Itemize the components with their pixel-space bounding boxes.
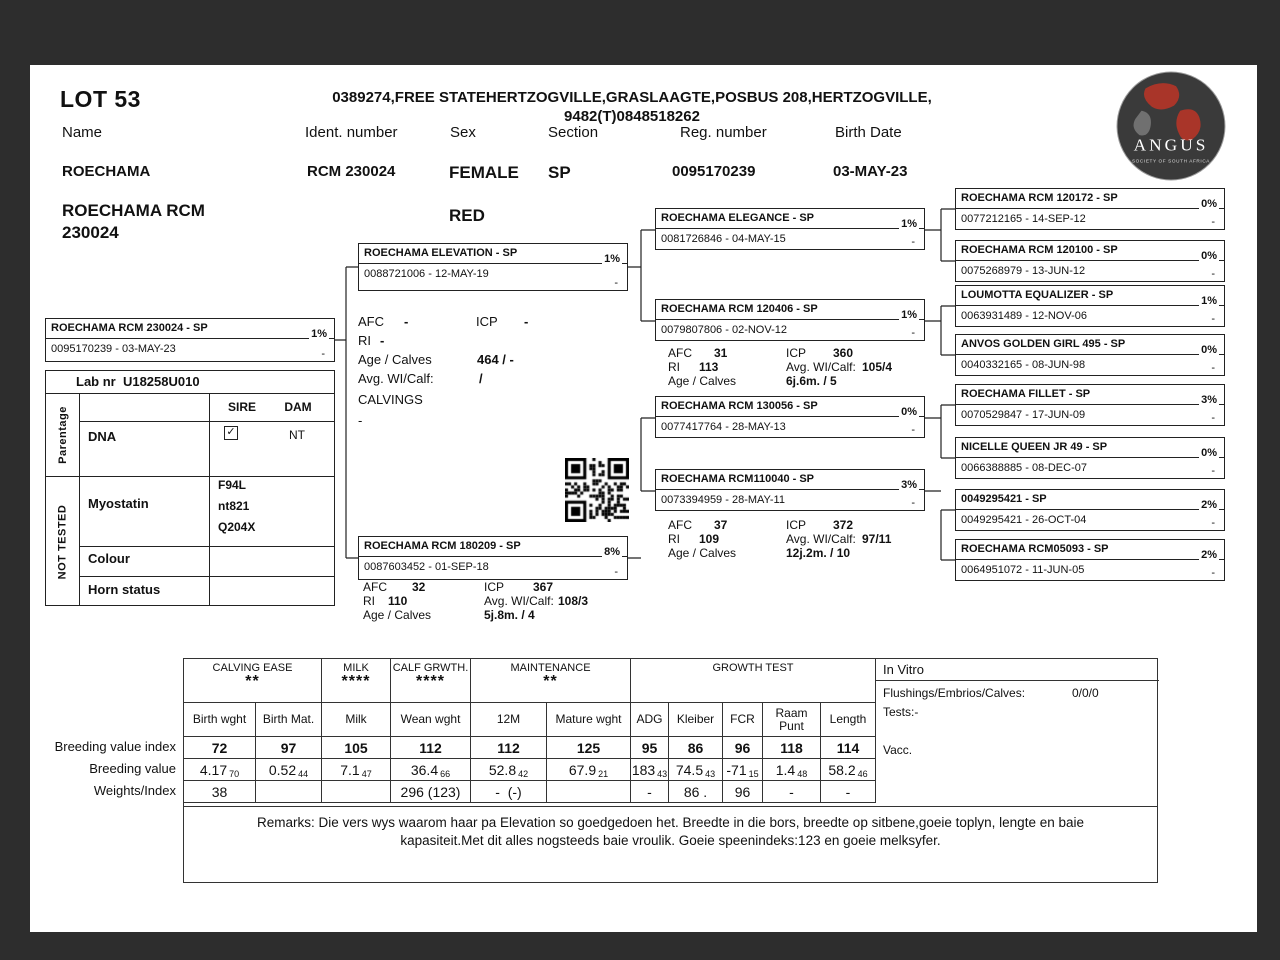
- icp-label: ICP: [786, 518, 807, 532]
- breeder-address: [282, 88, 982, 126]
- ggp-reg: 0066388885 - 08-DEC-07: [961, 462, 1087, 474]
- dash: -: [911, 236, 915, 248]
- inbreeding-percent: 1%: [901, 309, 917, 321]
- value-sex: FEMALE: [449, 163, 519, 182]
- dash: -: [911, 424, 915, 436]
- index-cell: 72: [184, 737, 256, 758]
- lab-box: [45, 370, 335, 606]
- myostatin-row-label: Myostatin: [88, 496, 149, 511]
- value-birth-date: 03-MAY-23: [833, 163, 908, 180]
- dash: -: [1211, 216, 1215, 228]
- value-cell: [256, 759, 322, 780]
- pedigree-box-dam: [358, 536, 628, 580]
- dash: -: [1211, 517, 1215, 529]
- age-calves-label: Age / Calves: [668, 546, 737, 560]
- weight-cell: -: [631, 781, 669, 802]
- inbreeding-percent: 2%: [1201, 549, 1217, 561]
- group-stars: ****: [341, 673, 371, 690]
- ebv: 0.52: [268, 761, 297, 778]
- age-calves-label: Age / Calves: [358, 352, 432, 367]
- group-calving-ease: [184, 659, 322, 702]
- animal-full-name: [62, 200, 205, 244]
- ggp-reg: 0070529847 - 17-JUN-09: [961, 409, 1086, 421]
- group-stars: **: [543, 673, 558, 690]
- avg-wi-label: Avg. WI/Calf:: [786, 532, 856, 546]
- col-birth-wght: Birth wght: [184, 703, 256, 736]
- ebv: 7.1: [340, 761, 360, 778]
- label-ident-number: Ident. number: [305, 124, 398, 141]
- accuracy: 44: [298, 768, 309, 779]
- group-label: GROWTH TEST: [712, 662, 794, 674]
- weight-cell: -: [763, 781, 821, 802]
- icp-value: -: [524, 314, 529, 329]
- calvings-value: -: [358, 413, 363, 428]
- index-cell: 96: [723, 737, 763, 758]
- index-cell: 118: [763, 737, 821, 758]
- remarks-line-2: kapasiteit.Met dit alles nogsteeds baie vroulik. Goeie speenindeks:123 en goeie melksyfer.: [400, 833, 941, 848]
- ri-value: 109: [699, 532, 720, 546]
- column-header-row: [184, 703, 876, 737]
- weight-cell: -: [821, 781, 876, 802]
- ebv: 67.9: [568, 761, 597, 778]
- pedigree-box-animal: [45, 318, 335, 362]
- dam-column-header: DAM: [284, 400, 312, 414]
- value-cell: [763, 759, 821, 780]
- accuracy: 42: [518, 768, 529, 779]
- group-maintenance: [471, 659, 631, 702]
- dash: -: [1211, 465, 1215, 477]
- value-cell: [471, 759, 547, 780]
- ri-label: RI: [363, 594, 375, 608]
- value-cell: [391, 759, 471, 780]
- dash: -: [1211, 268, 1215, 280]
- col-raam-punt: Raam Punt: [763, 703, 821, 736]
- sire-column-header: SIRE: [227, 400, 256, 414]
- ggp-name: NICELLE QUEEN JR 49 - SP: [956, 438, 1224, 458]
- dna-sire-checkbox: [224, 426, 238, 440]
- not-tested-text: NOT TESTED: [56, 504, 69, 579]
- divider: [79, 546, 334, 547]
- weight-cell: 86 .: [669, 781, 723, 802]
- afc-label: AFC: [363, 580, 387, 594]
- parentage-text: Parentage: [56, 405, 69, 464]
- checkmark-icon: ✓: [226, 426, 236, 438]
- pedigree-box-ggp8: [955, 539, 1225, 581]
- row-label-breeding-value-index: Breeding value index: [54, 739, 176, 754]
- divider: [79, 393, 80, 605]
- accuracy: 48: [797, 768, 808, 779]
- avg-wi-value: 108/3: [558, 594, 589, 608]
- icp-label: ICP: [484, 580, 505, 594]
- afc-value: 31: [714, 346, 728, 360]
- animal-box-reg: 0095170239 - 03-MAY-23: [51, 343, 176, 355]
- trait-group-row: [184, 659, 876, 703]
- ggp-reg: 0063931489 - 12-NOV-06: [961, 310, 1087, 322]
- myostatin-value-1: F94L: [218, 478, 247, 492]
- value-cell: [723, 759, 763, 780]
- value-reg-number: 0095170239: [672, 163, 756, 180]
- vacc-label: Vacc.: [883, 743, 913, 757]
- ggp-reg: 0064951072 - 11-JUN-05: [961, 564, 1085, 576]
- gp-name: ROECHAMA RCM 120406 - SP: [656, 300, 924, 320]
- address-line-2: 9482(T)0848518262: [564, 108, 700, 125]
- row-label-weights-index: Weights/Index: [93, 783, 176, 798]
- inbreeding-percent: 0%: [1201, 447, 1217, 459]
- ebv: 183: [631, 761, 656, 778]
- ggp-name: ROECHAMA RCM05093 - SP: [956, 540, 1224, 560]
- divider: [79, 576, 334, 577]
- ebv: -71: [726, 761, 747, 778]
- animal-name-line1: ROECHAMA RCM: [62, 201, 205, 220]
- afc-label: AFC: [358, 314, 384, 329]
- not-tested-vertical-label: [46, 476, 79, 607]
- ggp-name: ANVOS GOLDEN GIRL 495 - SP: [956, 335, 1224, 355]
- breeding-value-row: [184, 759, 876, 781]
- age-calves-label: Age / Calves: [363, 608, 432, 622]
- remarks-line-1: Remarks: Die vers wys waarom haar pa Elevation so goedgedoen het. Breedte in die bors, breedte op sitbene,goeie toplyn, lengte en baie: [256, 815, 1084, 830]
- ggp-name: ROECHAMA FILLET - SP: [956, 385, 1224, 405]
- in-vitro-title: In Vitro: [876, 659, 1159, 681]
- col-12m: 12M: [471, 703, 547, 736]
- accuracy: 47: [361, 768, 372, 779]
- dam-reg: 0087603452 - 01-SEP-18: [364, 561, 489, 573]
- weight-cell: 96: [723, 781, 763, 802]
- dash: -: [614, 566, 618, 578]
- animal-name-line2: 230024: [62, 223, 119, 242]
- dash: -: [321, 348, 325, 360]
- divider: [46, 393, 334, 394]
- group-stars: ****: [416, 673, 445, 690]
- ebv: 74.5: [675, 761, 704, 778]
- divider: [46, 476, 334, 477]
- dam-name: ROECHAMA RCM 180209 - SP: [359, 537, 627, 557]
- accuracy: 43: [705, 768, 716, 779]
- pedigree-box-ggp2: [955, 240, 1225, 282]
- colour-value: RED: [449, 206, 485, 225]
- remarks-box: [184, 806, 1157, 884]
- sire-reg: 0088721006 - 12-MAY-19: [364, 268, 489, 280]
- gp-name: ROECHAMA RCM110040 - SP: [656, 470, 924, 490]
- icp-label: ICP: [476, 314, 498, 329]
- index-cell: 95: [631, 737, 669, 758]
- weight-cell: 296 (123): [391, 781, 471, 802]
- gp-name: ROECHAMA RCM 130056 - SP: [656, 397, 924, 417]
- group-calf-growth: [391, 659, 471, 702]
- age-calves-value: 464 / -: [477, 352, 514, 367]
- ggp-name: ROECHAMA RCM 120100 - SP: [956, 241, 1224, 261]
- avg-wi-value: 97/11: [862, 532, 892, 546]
- weight-cell: - (-): [471, 781, 547, 802]
- row-label-breeding-value: Breeding value: [89, 761, 176, 776]
- col-adg: ADG: [631, 703, 669, 736]
- pedigree-box-ggp5: [955, 384, 1225, 426]
- afc-value: 32: [412, 580, 426, 594]
- address-line-1: 0389274,FREE STATEHERTZOGVILLE,GRASLAAGTE,POSBUS 208,HERTZOGVILLE,: [332, 89, 932, 106]
- index-cell: 105: [322, 737, 391, 758]
- avg-wi-label: Avg. WI/Calf:: [484, 594, 554, 608]
- col-kleiber: Kleiber: [669, 703, 723, 736]
- inbreeding-percent: 0%: [1201, 344, 1217, 356]
- accuracy: 21: [598, 768, 609, 779]
- pedigree-box-ggp1: [955, 188, 1225, 230]
- flushings-value: 0/0/0: [1072, 686, 1099, 700]
- value-section: SP: [548, 163, 571, 182]
- tests-label: Tests:-: [883, 705, 919, 719]
- col-length: Length: [821, 703, 876, 736]
- avg-wi-value: /: [479, 371, 483, 386]
- age-calves-value: 12j.2m. / 10: [786, 546, 851, 560]
- inbreeding-percent: 1%: [1201, 295, 1217, 307]
- weight-cell: [322, 781, 391, 802]
- weights-index-row: [184, 781, 876, 803]
- ggp-reg: 0075268979 - 13-JUN-12: [961, 265, 1086, 277]
- inbreeding-percent: 1%: [901, 218, 917, 230]
- myostatin-value-3: Q204X: [218, 520, 256, 534]
- inbreeding-percent: 1%: [604, 253, 620, 265]
- ebv: 4.17: [199, 761, 228, 778]
- icp-value: 360: [833, 346, 854, 360]
- dash: -: [1211, 313, 1215, 325]
- value-ident-number: RCM 230024: [307, 163, 396, 180]
- inbreeding-percent: 3%: [901, 479, 917, 491]
- accuracy: 15: [748, 768, 759, 779]
- divider: [79, 421, 334, 422]
- dash: -: [614, 277, 618, 289]
- icp-label: ICP: [786, 346, 807, 360]
- parentage-vertical-label: [46, 393, 79, 476]
- ri-label: RI: [668, 360, 680, 374]
- dash: -: [911, 497, 915, 509]
- afc-label: AFC: [668, 518, 692, 532]
- index-cell: 112: [391, 737, 471, 758]
- gp-reg: 0077417764 - 28-MAY-13: [661, 421, 786, 433]
- dash: -: [1211, 567, 1215, 579]
- weight-cell: [547, 781, 631, 802]
- col-milk: Milk: [322, 703, 391, 736]
- group-milk: [322, 659, 391, 702]
- breeding-value-table: [183, 658, 1158, 883]
- value-cell: [547, 759, 631, 780]
- inbreeding-percent: 1%: [311, 328, 327, 340]
- pedigree-box-gp4: [655, 469, 925, 511]
- inbreeding-percent: 0%: [1201, 198, 1217, 210]
- afc-value: 37: [714, 518, 728, 532]
- myostatin-value-2: nt821: [218, 499, 250, 513]
- pedigree-box-sire: [358, 243, 628, 291]
- label-name: Name: [62, 124, 103, 141]
- inbreeding-percent: 3%: [1201, 394, 1217, 406]
- label-sex: Sex: [450, 124, 476, 141]
- weight-cell: 38: [184, 781, 256, 802]
- index-cell: 86: [669, 737, 723, 758]
- accuracy: 66: [440, 768, 451, 779]
- value-cell: [821, 759, 876, 780]
- ggp-name: LOUMOTTA EQUALIZER - SP: [956, 286, 1224, 306]
- sire-name: ROECHAMA ELEVATION - SP: [359, 244, 627, 264]
- col-wean-wght: Wean wght: [391, 703, 471, 736]
- inbreeding-percent: 2%: [1201, 499, 1217, 511]
- ggp-reg: 0049295421 - 26-OCT-04: [961, 514, 1087, 526]
- in-vitro-panel: [876, 659, 1159, 806]
- value-cell: [322, 759, 391, 780]
- label-birth-date: Birth Date: [835, 124, 902, 141]
- ggp-reg: 0040332165 - 08-JUN-98: [961, 359, 1086, 371]
- dash: -: [1211, 412, 1215, 424]
- logo-wordmark: ANGUS: [1133, 135, 1209, 155]
- pedigree-box-gp2: [655, 299, 925, 341]
- ebv: 58.2: [828, 761, 856, 778]
- animal-box-name: ROECHAMA RCM 230024 - SP: [46, 319, 334, 339]
- group-label: MAINTENANCE: [510, 662, 591, 674]
- avg-wi-label: Avg. WI/Calf:: [786, 360, 856, 374]
- avg-wi-value: 105/4: [862, 360, 893, 374]
- age-calves-label: Age / Calves: [668, 374, 737, 388]
- inbreeding-percent: 0%: [1201, 250, 1217, 262]
- divider: [209, 393, 210, 605]
- ggp-name: ROECHAMA RCM 120172 - SP: [956, 189, 1224, 209]
- label-reg-number: Reg. number: [680, 124, 767, 141]
- accuracy: 43: [657, 768, 668, 779]
- calvings-label: CALVINGS: [358, 392, 423, 407]
- value-cell: [669, 759, 723, 780]
- dash: -: [1211, 362, 1215, 374]
- breeding-value-index-row: [184, 737, 876, 759]
- lab-number: Lab nr U18258U010: [76, 374, 200, 389]
- flushings-label: Flushings/Embrios/Calves:: [883, 686, 1026, 700]
- pedigree-box-ggp7: [955, 489, 1225, 531]
- col-birth-mat: Birth Mat.: [256, 703, 322, 736]
- icp-value: 367: [533, 580, 554, 594]
- age-calves-value: 6j.6m. / 5: [786, 374, 837, 388]
- label-section: Section: [548, 124, 599, 141]
- index-cell: 125: [547, 737, 631, 758]
- pedigree-box-gp3: [655, 396, 925, 438]
- dash: -: [911, 327, 915, 339]
- gp-name: ROECHAMA ELEGANCE - SP: [656, 209, 924, 229]
- accuracy: 70: [229, 768, 240, 779]
- ebv: 36.4: [410, 761, 439, 778]
- group-label: MILK: [343, 662, 369, 674]
- index-cell: 114: [821, 737, 876, 758]
- ebv: 1.4: [775, 761, 796, 778]
- logo-subtext: SOCIETY OF SOUTH AFRICA: [1131, 158, 1211, 164]
- group-stars: **: [245, 673, 260, 690]
- afc-label: AFC: [668, 346, 692, 360]
- value-name: ROECHAMA: [62, 163, 151, 180]
- col-fcr: FCR: [723, 703, 763, 736]
- index-cell: 97: [256, 737, 322, 758]
- pedigree-box-gp1: [655, 208, 925, 250]
- inbreeding-percent: 8%: [604, 546, 620, 558]
- ri-label: RI: [668, 532, 680, 546]
- pedigree-box-ggp4: [955, 334, 1225, 376]
- inbreeding-percent: 0%: [901, 406, 917, 418]
- ri-value: 110: [388, 594, 408, 608]
- avg-wi-label: Avg. WI/Calf:: [358, 371, 434, 386]
- age-calves-value: 5j.8m. / 4: [484, 608, 535, 622]
- ri-value: -: [380, 333, 385, 348]
- pedigree-box-ggp6: [955, 437, 1225, 479]
- gp-reg: 0081726846 - 04-MAY-15: [661, 233, 786, 245]
- pedigree-box-ggp3: [955, 285, 1225, 327]
- col-mature-wght: Mature wght: [547, 703, 631, 736]
- ggp-name: 0049295421 - SP: [956, 490, 1224, 510]
- horn-status-row-label: Horn status: [88, 582, 161, 597]
- group-label: CALF GRWTH.: [392, 662, 469, 674]
- weight-cell: [256, 781, 322, 802]
- angus-society-logo: [1115, 70, 1227, 182]
- index-cell: 112: [471, 737, 547, 758]
- accuracy: 46: [857, 768, 868, 779]
- group-label: CALVING EASE: [212, 662, 293, 674]
- dna-row-label: DNA: [88, 429, 117, 444]
- ri-label: RI: [358, 333, 371, 348]
- afc-value: -: [404, 314, 409, 329]
- gp-reg: 0073394959 - 28-MAY-11: [661, 494, 785, 506]
- lot-number: LOT 53: [60, 86, 141, 112]
- icp-value: 372: [833, 518, 854, 532]
- group-growth-test: [631, 659, 876, 702]
- trait-grid: [184, 659, 876, 803]
- ggp-reg: 0077212165 - 14-SEP-12: [961, 213, 1086, 225]
- ri-value: 113: [699, 360, 719, 374]
- gp-reg: 0079807806 - 02-NOV-12: [661, 324, 787, 336]
- value-cell: [184, 759, 256, 780]
- value-cell: [631, 759, 669, 780]
- ebv: 52.8: [488, 761, 517, 778]
- colour-row-label: Colour: [88, 551, 130, 566]
- dna-dam-value: NT: [289, 428, 305, 442]
- qr-code: [565, 458, 629, 522]
